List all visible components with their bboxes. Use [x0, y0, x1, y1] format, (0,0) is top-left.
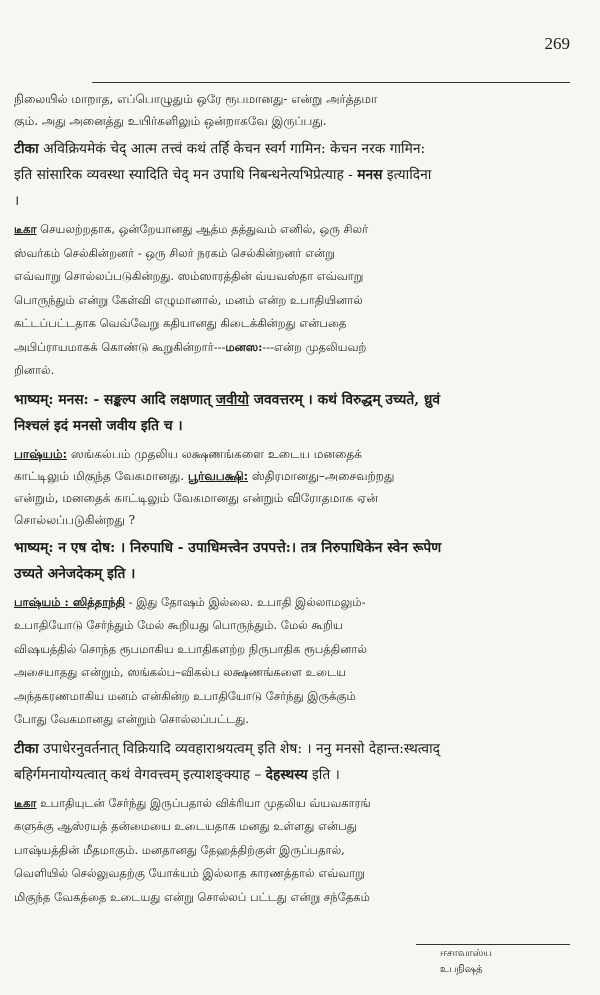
text-line: பாஷ்யத்தின் மீதமாகும். மனதானது தேஹத்திற்குள் இருப்பதால்,	[14, 842, 345, 857]
footer-rule	[416, 944, 570, 945]
text-span: ஸங்கல்பம் முதலிய லக்ஷணங்களை உடைய மனதைக்	[67, 446, 362, 461]
text-span: ---என்ற முதலியவற்	[262, 339, 367, 354]
text-span: - இது தோஷம் இல்லை. உபாதி இல்லாமலும்-	[125, 594, 366, 609]
text-line: மிகுந்த வேகத்தை உடையது என்று சொல்லப் பட்டது என்று சந்தேகம்	[14, 889, 370, 904]
text-span: மனஸ:	[225, 339, 263, 354]
tamil-tika-1	[14, 218, 580, 383]
page-number: 269	[544, 34, 570, 53]
tamil-tika-2	[14, 792, 580, 910]
text-line	[14, 465, 580, 487]
bhashyam-label: भाष्यम्:	[14, 391, 59, 408]
text-line: निश्चलं इदं मनसो जवीय इति च ।	[14, 417, 183, 434]
text-span: अविक्रियमेकं चेद् आत्म तत्त्वं कथं तर्हि केचन स्वर्ग गामिन: केचन नरक गामिन:	[43, 141, 426, 157]
text-span: காட்டிலும் மிகுந்த வேகமானது.	[14, 468, 188, 483]
text-line	[14, 136, 580, 162]
text-span: इत्यादिना	[382, 167, 432, 183]
text-span: मनस	[357, 167, 383, 183]
text-line: சொல்லப்படுகின்றது ?	[14, 512, 136, 527]
text-line	[14, 387, 580, 413]
text-line: நிலையில் மாறாத, எப்பொழுதும் ஒரே ரூபமானது- என்று அர்த்தமா	[14, 92, 378, 106]
text-line: எவ்வாறு சொல்லப்படுகின்றது. ஸம்ஸாரத்தின் வ்யவஸ்தா எவ்வாறு	[14, 269, 364, 283]
text-line	[14, 736, 580, 762]
text-span: मनस: - सङ्कल्प आदि लक्षणात्	[58, 391, 216, 408]
bhashyam-label: भाष्यम्:	[14, 539, 59, 556]
text-span: इति ।	[307, 766, 340, 783]
text-line: ।	[14, 193, 20, 209]
text-span: அபிப்ராயமாகக் கொண்டு கூறுகின்றார்---	[14, 339, 226, 354]
page-body	[14, 88, 580, 913]
text-line: போது வேகமானது என்றும் சொல்லப்பட்டது.	[14, 712, 250, 726]
text-line	[14, 792, 580, 816]
bhashyam-label: பாஷ்யம் :	[14, 594, 73, 609]
text-span: जववत्तरम् । कथं विरुद्धम् उच्यते, ध्रुवं	[248, 391, 441, 408]
text-line	[14, 762, 580, 788]
text-line: றினால்.	[14, 363, 55, 377]
sanskrit-bhashyam-2	[14, 535, 580, 587]
text-line: கட்டப்பட்டதாக வெவ்வேறு கதியானது கிடைக்கின்றது என்பதை	[14, 316, 347, 330]
text-span: செயலற்றதாக, ஒன்றேயானது ஆத்ம தத்துவம் எனில், ஒரு சிலர்	[36, 222, 369, 236]
sanskrit-bhashyam-1	[14, 387, 580, 439]
text-line	[14, 591, 580, 615]
tika-label: टीका	[14, 740, 39, 757]
text-line	[14, 535, 580, 561]
text-line	[14, 218, 580, 242]
text-span: बहिर्गमनायोग्यत्वात् कथं वेगवत्त्वम् इत्याशङ्क्याह –	[14, 766, 266, 783]
text-line: அசையாதது என்றும், ஸங்கல்ப–விகல்ப லக்ஷணங்களை உடைய	[14, 665, 346, 679]
tamil-bhashyam-2	[14, 591, 580, 732]
text-line: ஸ்வர்கம் செல்கின்றனர் - ஒரு சிலர் நரகம் செல்கின்றனர் என்று	[14, 245, 335, 260]
sanskrit-tika-2	[14, 736, 580, 788]
text-line	[14, 162, 580, 188]
text-line	[14, 336, 580, 360]
text-line: உபாதியோடு சேர்ந்தும் மேல் கூறியது பொருந்தும். மேல் கூறிய	[14, 618, 343, 632]
sanskrit-tika-1	[14, 136, 580, 214]
tamil-bhashyam-1	[14, 443, 580, 531]
tika-label: டீகா	[14, 795, 37, 810]
text-span: न एष दोष: । निरुपाधि - उपाधिमत्त्वेन उपपत्ते:। तत्र निरुपाधिकेन स्वेन रूपेण	[58, 539, 442, 556]
intro-paragraph	[14, 88, 580, 132]
text-line: வெளியில் செல்லுவதற்கு யோக்யம் இல்லாத காரணத்தால் எவ்வாறு	[14, 866, 365, 880]
text-line: விஷயத்தில் சொந்த ரூபமாகிய உபாதிகளற்ற நிருபாதிக ரூபத்தினால்	[14, 641, 367, 656]
text-span: उपाधेरनुवर्तनात् विक्रियादि व्यवहाराश्रयत्वम् इति शेष: । ननु मनसो देहान्त:स्थत्वाद्	[38, 740, 440, 757]
text-span: ஸித்தாந்தி	[72, 594, 126, 609]
text-line: उच्यते अनेजदेकम् इति ।	[14, 565, 136, 582]
text-span: जवीयो	[215, 391, 249, 408]
tika-label: டீகா	[14, 222, 37, 236]
text-span: பூர்வபக்ஷி:	[187, 468, 249, 483]
tika-label: टीका	[14, 141, 39, 157]
text-line: அந்தகரணமாகிய மனம் என்கின்ற உபாதியோடு சேர்ந்து இருக்கும்	[14, 688, 356, 703]
text-span: உபாதியுடன் சேர்ந்து இருப்பதால் விக்ரியா முதலிய வ்யவகாரங்	[36, 795, 371, 810]
footer-title-line-2: உபநிஷத்	[440, 964, 483, 975]
text-line: களுக்கு ஆஸ்ரயத் தன்மையை உடையதாக மனது உள்ளது என்பது	[14, 819, 357, 833]
bhashyam-label: பாஷ்யம்:	[14, 446, 68, 461]
text-line: பொருந்தும் என்று கேள்வி எழுமானால், மனம் என்ற உபாதியினால்	[14, 292, 363, 307]
text-span: इति सांसारिक व्यवस्था स्यादिति चेद् मन उपाधि निबन्धनेत्यभिप्रेत्याह -	[14, 167, 358, 183]
header-rule	[92, 82, 570, 83]
text-line	[14, 443, 580, 465]
text-span: देहस्थस्य	[265, 766, 308, 783]
text-span: ஸ்திரமானது–அசைவற்றது	[248, 468, 395, 483]
text-line: என்றும், மனதைக் காட்டிலும் வேகமானது என்றும் விரோதமாக ஏன்	[14, 490, 378, 505]
text-line: கும். அது அனைத்து உயிர்களிலும் ஒன்றாகவே இருப்பது.	[14, 114, 327, 128]
footer-title-line-1: ஈசாவாஸ்ய	[440, 948, 492, 959]
